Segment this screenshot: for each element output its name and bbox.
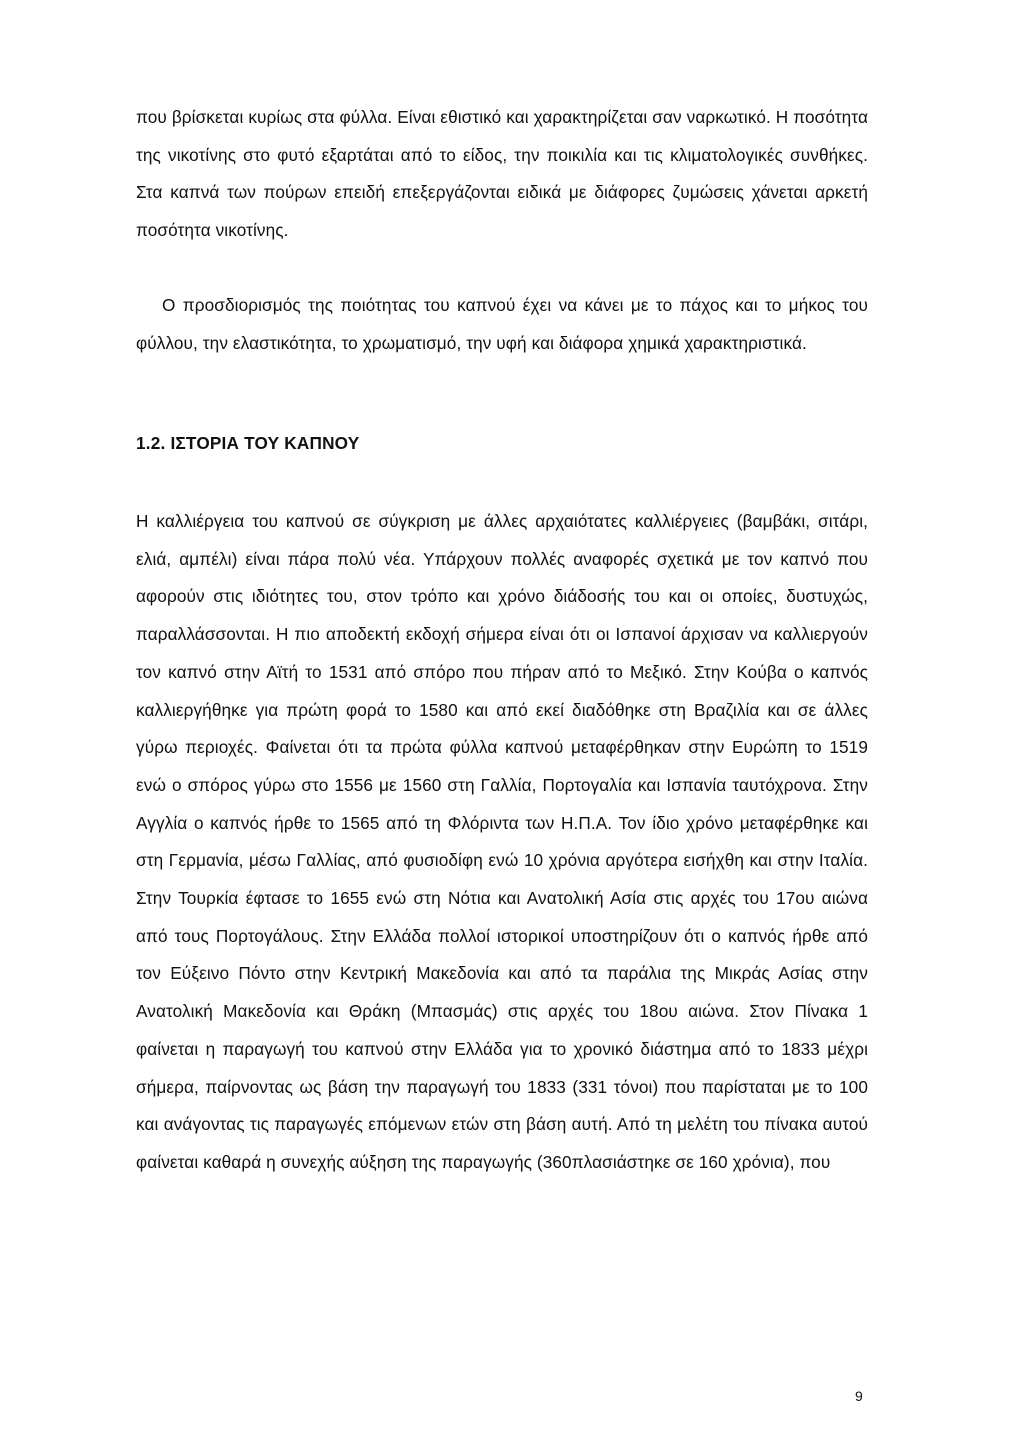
paragraph-tobacco-quality: Ο προσδιορισμός της ποιότητας του καπνού έχει να κάνει με το πάχος και το μήκος του φύλλου, την ελαστικότητα, το χρωματισμό, την υφή και διάφορα χημικά χαρακτηριστικά. <box>136 295 868 353</box>
paragraph-nicotine-continuation: που βρίσκεται κυρίως στα φύλλα. Είναι εθιστικό και χαρακτηρίζεται σαν ναρκωτικό. Η ποσότητα της νικοτίνης στο φυτό εξαρτάται από το είδος, την ποικιλία και τις κλιματολογικές συνθήκες. Στα καπνά των πούρων επειδή επεξεργάζονται ειδικά με διάφορες ζυμώσεις χάνεται αρκετή ποσότητα νικοτίνης. <box>136 107 868 241</box>
section-heading: 1.2. ΙΣΤΟΡΙΑ ΤΟΥ ΚΑΠΝΟΥ <box>136 433 360 453</box>
paragraph-tobacco-history: Η καλλιέργεια του καπνού σε σύγκριση με άλλες αρχαιότατες καλλιέργειες (βαμβάκι, σιτάρι, ελιά, αμπέλι) είναι πάρα πολύ νέα. Υπάρχουν πολλές αναφορές σχετικά με τον καπνό που αφορούν στις ιδιότητες του, στον τρόπο και χρόνο διάδοσής του και οι οποίες, δυστυχώς, παραλλάσσονται. Η πιο αποδεκτή εκδοχή σήμερα είναι ότι οι Ισπανοί άρχισαν να καλλιεργούν τον καπνό στην Αϊτή το 1531 από σπόρο που πήραν από το Μεξικό. Στην Κούβα ο καπνός καλλιεργήθηκε για πρώτη φορά το 1580 και από εκεί διαδόθηκε στη Βραζιλία και σε άλλες γύρω περιοχές. Φαίνεται ότι τα πρώτα φύλλα καπνού μεταφέρθηκαν στην Ευρώπη το 1519 ενώ ο σπόρος γύρω στο 1556 με 1560 στη Γαλλία, Πορτογαλία και Ισπανία ταυτόχρονα. Στην Αγγλία ο καπνός ήρθε το 1565 από τη Φλόριντα των Η.Π.Α. Τον ίδιο χρόνο μεταφέρθηκε και στη Γερμανία, μέσω Γαλλίας, από φυσιοδίφη ενώ 10 χρόνια αργότερα εισήχθη και στην Ιταλία. Στην Τουρκία έφτασε το 1655 ενώ στη Νότια και Ανατολική Ασία στις αρχές του 17ου αιώνα από τους Πορτογάλους. Στην Ελλάδα πολλοί ιστορικοί υποστηρίζουν ότι ο καπνός ήρθε από τον Εύξεινο Πόντο στην Κεντρική Μακεδονία και από τα παράλια της Μικράς Ασίας στην Ανατολική Μακεδονία και Θράκη (Μπασμάς) στις αρχές του 18ου αιώνα. Στον Πίνακα 1 φαίνεται η παραγωγή του καπνού στην Ελλάδα για το χρονικό διάστημα από το 1833 μέχρι σήμερα, παίρνοντας ως βάση την παραγωγή του 1833 (331 τόνοι) που παρίσταται με το 100 και ανάγοντας τις παραγωγές επόμενων ετών στη βάση αυτή. Από τη μελέτη του πίνακα αυτού φαίνεται καθαρά η συνεχής αύξηση της παραγωγής (360πλασιάστηκε σε 160 χρόνια), που <box>136 511 868 1172</box>
page-number: 9 <box>855 1388 863 1404</box>
